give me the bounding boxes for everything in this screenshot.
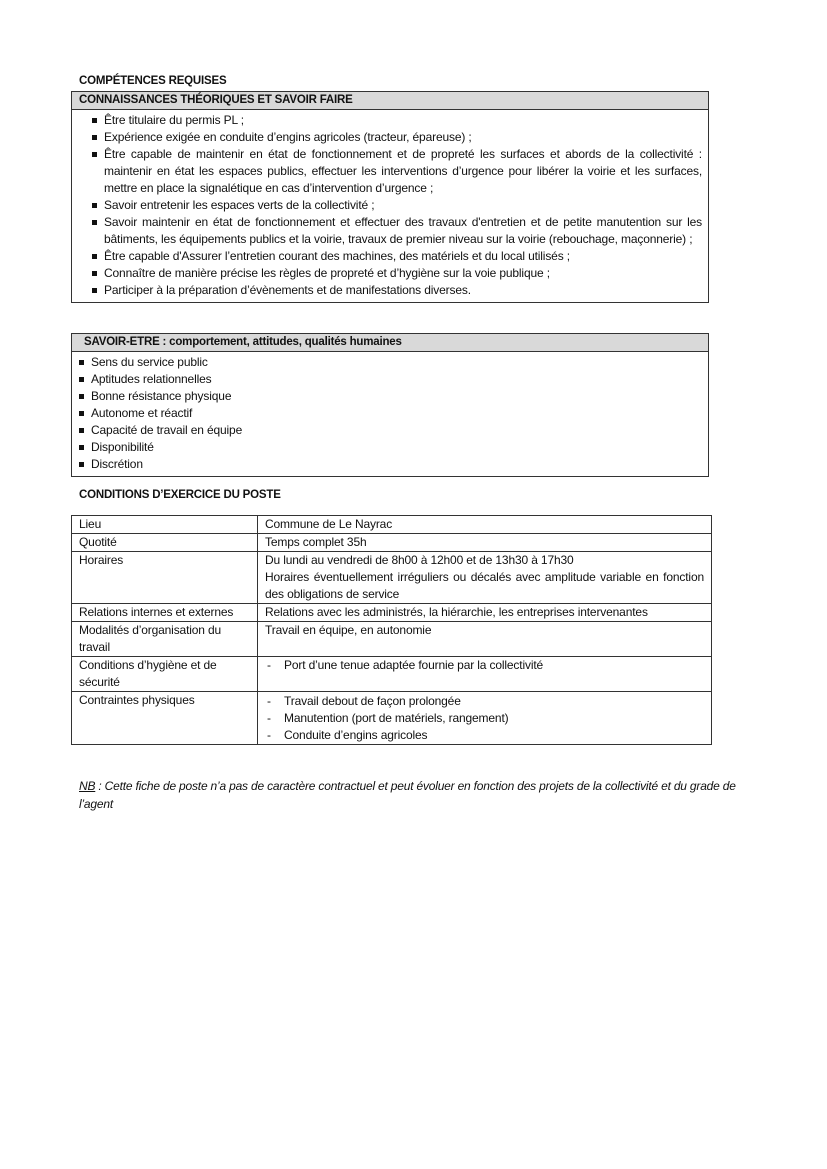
list-item: - Conduite d’engins agricoles: [267, 728, 428, 742]
table-row: [72, 692, 712, 745]
square-bullet-icon: [92, 203, 97, 208]
list-item: - Port d’une tenue adaptée fournie par la collectivité: [267, 658, 544, 672]
list-item: - Travail debout de façon prolongée: [267, 694, 461, 708]
table-row: [72, 516, 712, 534]
value-line: Horaires éventuellement irréguliers ou décalés avec amplitude variable en fonction des obligations de service: [265, 570, 704, 601]
row-label: Contraintes physiques: [72, 692, 258, 745]
dash-bullet-icon: -: [267, 658, 271, 672]
square-bullet-icon: [79, 462, 84, 467]
row-label: Quotité: [72, 534, 258, 552]
row-value: [258, 657, 712, 692]
table-row: [72, 552, 712, 604]
dash-bullet-icon: -: [267, 711, 271, 725]
knowledge-header: CONNAISSANCES THÉORIQUES ET SAVOIR FAIRE: [72, 92, 708, 110]
value-line: Du lundi au vendredi de 8h00 à 12h00 et de 13h30 à 17h30: [265, 553, 574, 567]
list-item: Participer à la préparation d’évènements et de manifestations diverses.: [72, 282, 702, 299]
row-label: Horaires: [72, 552, 258, 604]
table-row: [72, 657, 712, 692]
square-bullet-icon: [79, 445, 84, 450]
list-item: Autonome et réactif: [72, 405, 702, 422]
conditions-table: [71, 515, 712, 745]
list-item: Bonne résistance physique: [72, 388, 702, 405]
savoir-etre-box: [71, 333, 709, 477]
square-bullet-icon: [92, 118, 97, 123]
conditions-title: CONDITIONS D’EXERCICE DU POSTE: [79, 489, 281, 501]
table-row: [72, 534, 712, 552]
dash-list: [265, 693, 704, 744]
savoir-etre-list: [72, 352, 708, 476]
square-bullet-icon: [92, 288, 97, 293]
list-item: Être capable d'Assurer l’entretien courant des machines, des matériels et du local utilisés ;: [72, 248, 702, 265]
table-row: [72, 622, 712, 657]
dash-list: [265, 657, 704, 674]
square-bullet-icon: [79, 428, 84, 433]
disclaimer-note: [79, 777, 759, 813]
list-item: Savoir entretenir les espaces verts de la collectivité ;: [72, 197, 702, 214]
note-text: : Cette fiche de poste n’a pas de caractère contractuel et peut évoluer en fonction des projets de la collectivité et du grade de l’agent: [79, 779, 736, 811]
square-bullet-icon: [79, 360, 84, 365]
row-label: Lieu: [72, 516, 258, 534]
list-item: Sens du service public: [72, 354, 702, 371]
row-value: [258, 692, 712, 745]
table-row: [72, 604, 712, 622]
competences-title: COMPÉTENCES REQUISES: [79, 75, 227, 87]
dash-bullet-icon: -: [267, 728, 271, 742]
list-item: Savoir maintenir en état de fonctionnement et effectuer des travaux d'entretien et de petite manutention sur les bâtiments, les équipements publics et la voirie, travaux de premier niveau sur la voirie (rebouchage, maçonnerie) ;: [72, 214, 702, 248]
list-item: Être titulaire du permis PL ;: [72, 112, 702, 129]
list-item: Disponibilité: [72, 439, 702, 456]
list-item: Aptitudes relationnelles: [72, 371, 702, 388]
list-item: Connaître de manière précise les règles de propreté et d’hygiène sur la voie publique ;: [72, 265, 702, 282]
row-value: [258, 552, 712, 604]
row-value: Relations avec les administrés, la hiérarchie, les entreprises intervenantes: [258, 604, 712, 622]
list-item: Discrétion: [72, 456, 702, 473]
list-item: - Manutention (port de matériels, rangement): [267, 711, 509, 725]
list-item: Expérience exigée en conduite d’engins agricoles (tracteur, épareuse) ;: [72, 129, 702, 146]
square-bullet-icon: [79, 411, 84, 416]
row-value: Travail en équipe, en autonomie: [258, 622, 712, 657]
square-bullet-icon: [92, 135, 97, 140]
square-bullet-icon: [79, 377, 84, 382]
square-bullet-icon: [92, 271, 97, 276]
square-bullet-icon: [92, 152, 97, 157]
row-label: Conditions d’hygiène et de sécurité: [72, 657, 258, 692]
row-value: Temps complet 35h: [258, 534, 712, 552]
row-value: Commune de Le Nayrac: [258, 516, 712, 534]
square-bullet-icon: [92, 220, 97, 225]
row-label: Relations internes et externes: [72, 604, 258, 622]
list-item: Être capable de maintenir en état de fonctionnement et de propreté les surfaces et abords de la collectivité : maintenir en état les espaces publics, effectuer les interventions d’urgence pour libérer la voirie et les surfaces, mettre en place la signalétique en cas d’intervention d’urgence ;: [72, 146, 702, 197]
row-label: Modalités d’organisation du travail: [72, 622, 258, 657]
savoir-etre-header: SAVOIR-ETRE : comportement, attitudes, qualités humaines: [72, 334, 708, 352]
note-label: NB: [79, 779, 96, 793]
knowledge-list: [72, 110, 708, 302]
square-bullet-icon: [79, 394, 84, 399]
knowledge-box: [71, 91, 709, 303]
square-bullet-icon: [92, 254, 97, 259]
dash-bullet-icon: -: [267, 694, 271, 708]
list-item: Capacité de travail en équipe: [72, 422, 702, 439]
